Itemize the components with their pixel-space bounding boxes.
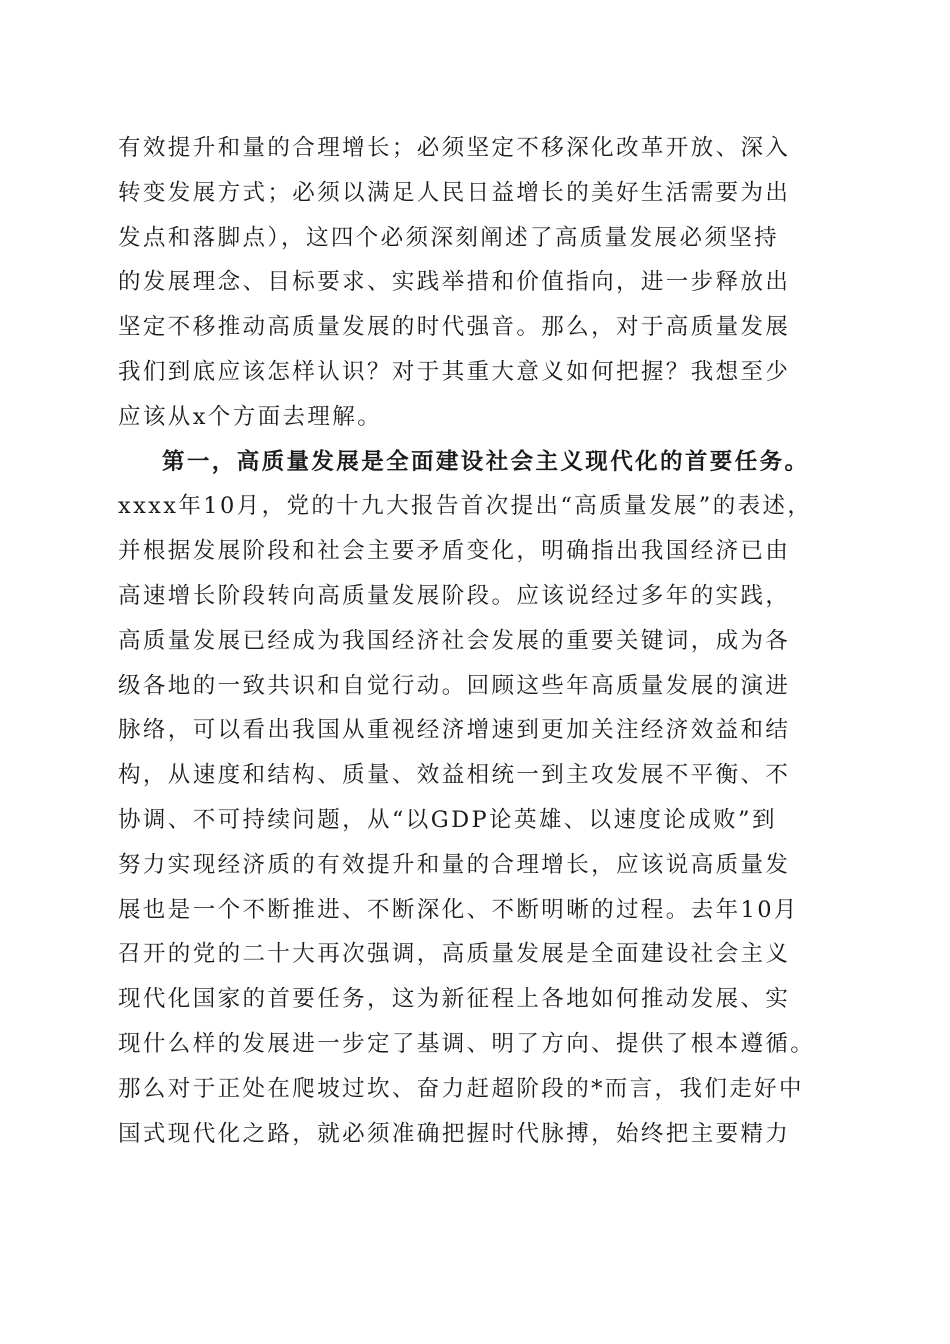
text-line: 构，从速度和结构、质量、效益相统一到主攻发展不平衡、不	[118, 762, 791, 789]
text-line: 高质量发展已经成为我国经济社会发展的重要关键词，成为各	[118, 627, 791, 654]
text-line: 协调、不可持续问题，从“以GDP论英雄、以速度论成败”到	[118, 806, 777, 833]
text-line: 并根据发展阶段和社会主要矛盾变化，明确指出我国经济已由	[118, 538, 791, 565]
text-line: 转变发展方式；必须以满足人民日益增长的美好生活需要为出	[118, 179, 791, 206]
text-line: 有效提升和量的合理增长；必须坚定不移深化改革开放、深入	[118, 135, 791, 161]
text-line: 脉络，可以看出我国从重视经济增速到更加关注经济效益和结	[118, 717, 791, 744]
text-line: 现代化国家的首要任务，这为新征程上各地如何推动发展、实	[118, 986, 791, 1013]
text-line: 应该从x个方面去理解。	[118, 403, 383, 430]
text-line: 现什么样的发展进一步定了基调、明了方向、提供了根本遵循。	[118, 1030, 816, 1057]
text-line: 那么对于正处在爬坡过坎、奋力赶超阶段的*而言，我们走好中	[118, 1075, 804, 1102]
section-heading: 第一，高质量发展是全面建设社会主义现代化的首要任务。	[162, 448, 810, 475]
text-line: 高速增长阶段转向高质量发展阶段。应该说经过多年的实践，	[118, 582, 791, 609]
text-line: 国式现代化之路，就必须准确把握时代脉搏，始终把主要精力	[118, 1120, 791, 1147]
text-line: 展也是一个不断推进、不断深化、不断明晰的过程。去年10月	[118, 896, 799, 923]
text-line: 的发展理念、目标要求、实践举措和价值指向，进一步释放出	[118, 269, 791, 296]
text-line: 我们到底应该怎样认识？对于其重大意义如何把握？我想至少	[118, 358, 791, 385]
text-line: 努力实现经济质的有效提升和量的合理增长，应该说高质量发	[118, 851, 791, 878]
text-line: xxxx年10月，党的十九大报告首次提出“高质量发展”的表述，	[118, 493, 813, 520]
body-text	[118, 126, 830, 1156]
text-line: 坚定不移推动高质量发展的时代强音。那么，对于高质量发展	[118, 314, 791, 341]
text-line: 召开的党的二十大再次强调，高质量发展是全面建设社会主义	[118, 941, 791, 968]
text-line: 发点和落脚点），这四个必须深刻阐述了高质量发展必须坚持	[118, 224, 780, 251]
text-line: 级各地的一致共识和自觉行动。回顾这些年高质量发展的演进	[118, 672, 791, 699]
